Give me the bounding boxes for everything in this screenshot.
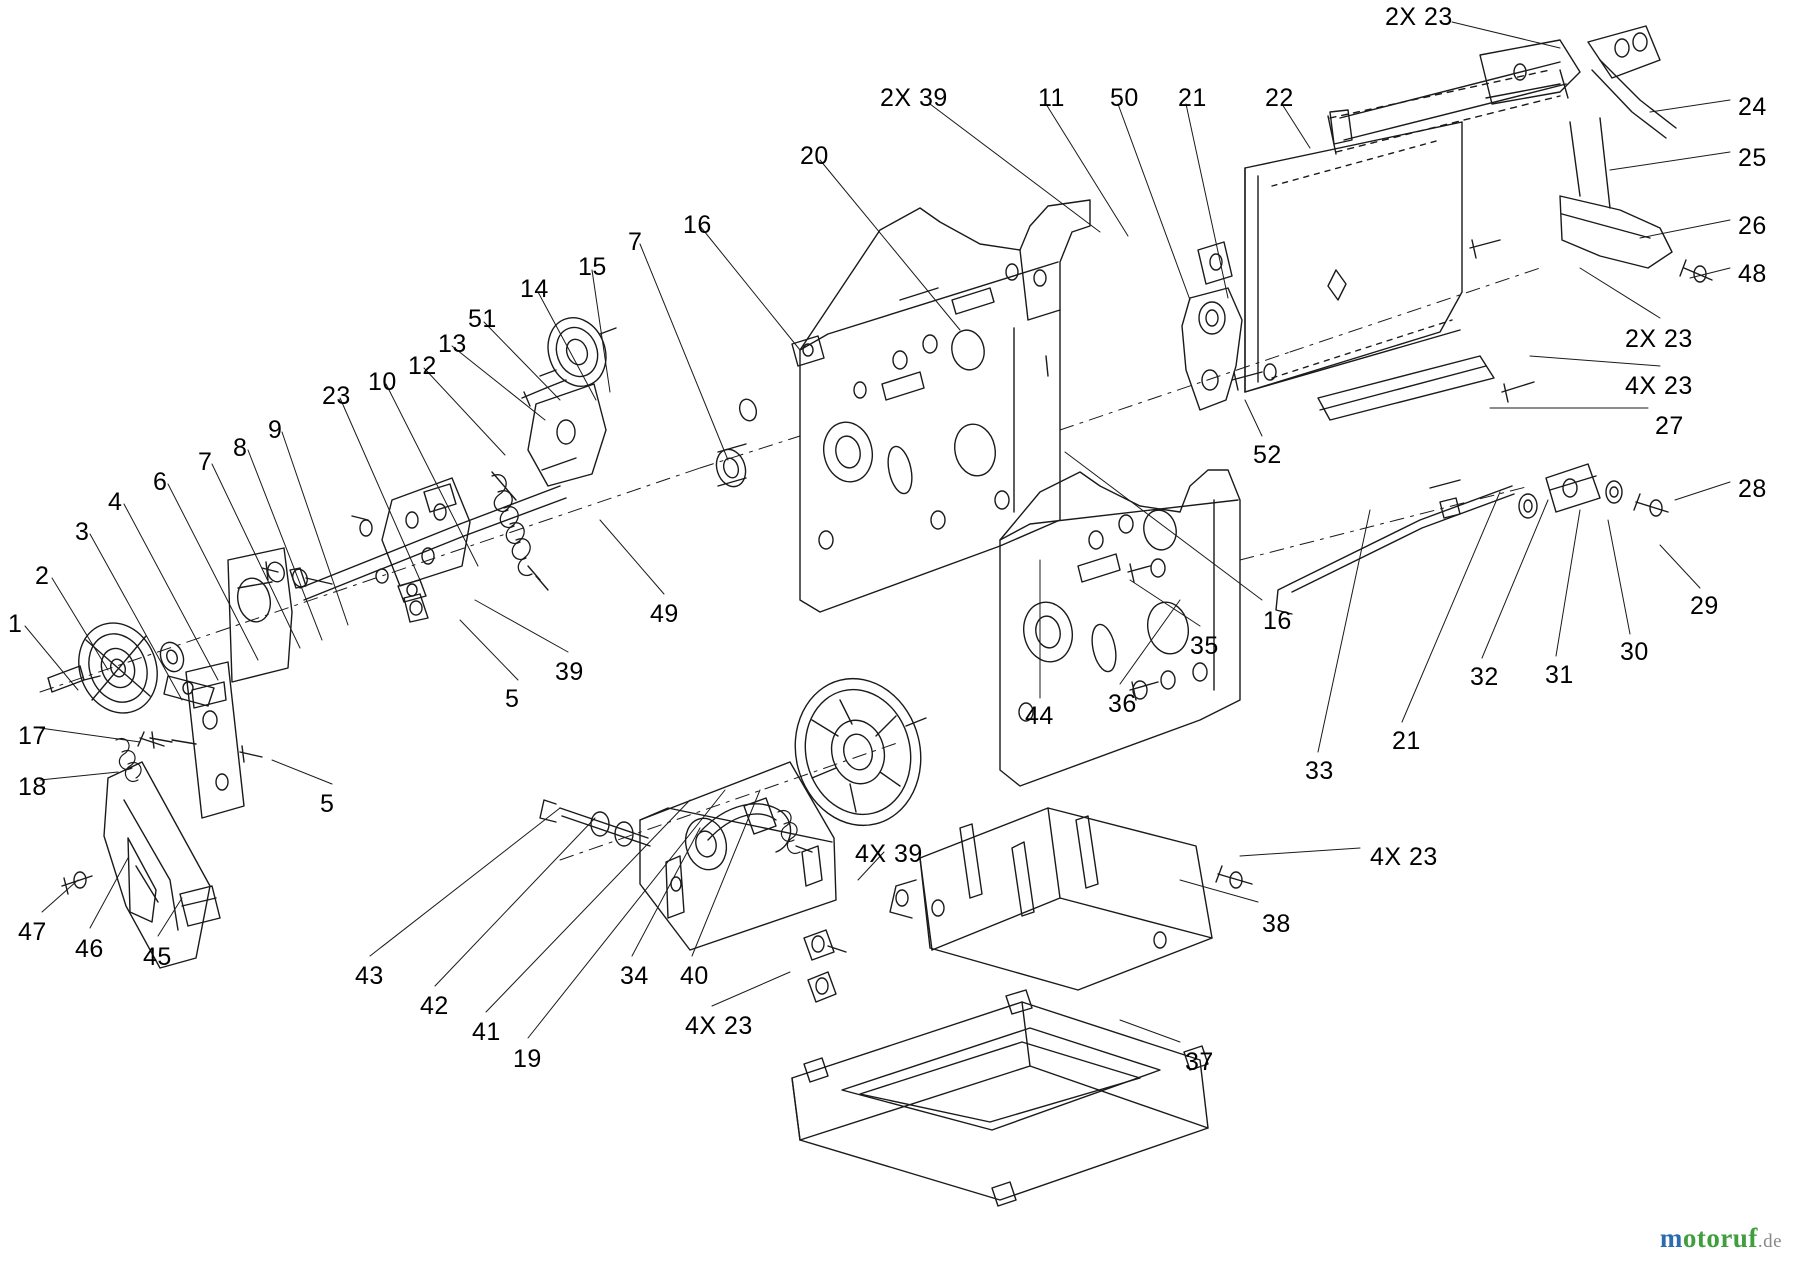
callout-44: 44 [1025, 702, 1054, 730]
callout-27: 27 [1655, 412, 1684, 440]
callout-32: 32 [1470, 663, 1499, 691]
callout-46: 46 [75, 935, 104, 963]
callout-13: 13 [438, 330, 467, 358]
callout-7-upper: 7 [628, 228, 643, 256]
callout-7-lower: 7 [198, 448, 213, 476]
callout-45: 45 [143, 943, 172, 971]
callout-22: 22 [1265, 84, 1294, 112]
callout-18: 18 [18, 773, 47, 801]
callout-49: 49 [650, 600, 679, 628]
callout-21-lower: 21 [1392, 727, 1421, 755]
callout-34: 34 [620, 962, 649, 990]
callout-43: 43 [355, 962, 384, 990]
callout-2x23-top: 2X 23 [1385, 3, 1453, 31]
callout-47: 47 [18, 918, 47, 946]
callout-5-lower: 5 [320, 790, 335, 818]
callout-3: 3 [75, 518, 90, 546]
callout-4x23-right: 4X 23 [1625, 372, 1693, 400]
callout-2x39: 2X 39 [880, 84, 948, 112]
callout-39-left: 39 [555, 658, 584, 686]
callout-42: 42 [420, 992, 449, 1020]
callout-19: 19 [513, 1045, 542, 1073]
callout-23-left: 23 [322, 382, 351, 410]
watermark-suffix: .de [1757, 1231, 1782, 1252]
callout-30: 30 [1620, 638, 1649, 666]
callout-4: 4 [108, 488, 123, 516]
watermark [1660, 1223, 1782, 1254]
callout-16-right: 16 [1263, 607, 1292, 635]
callout-33: 33 [1305, 757, 1334, 785]
callout-2x23-right: 2X 23 [1625, 325, 1693, 353]
watermark-part1: m [1659, 1223, 1683, 1253]
callout-24: 24 [1738, 93, 1767, 121]
callout-29: 29 [1690, 592, 1719, 620]
callout-4x23-bottom: 4X 23 [685, 1012, 753, 1040]
callout-28: 28 [1738, 475, 1767, 503]
callout-35: 35 [1190, 632, 1219, 660]
callout-8: 8 [233, 434, 248, 462]
callout-12: 12 [408, 352, 437, 380]
callout-21-top: 21 [1178, 84, 1207, 112]
callout-4x39: 4X 39 [855, 840, 923, 868]
callout-6: 6 [153, 468, 168, 496]
callout-16-left: 16 [683, 211, 712, 239]
callout-1: 1 [8, 610, 23, 638]
callout-11: 11 [1038, 84, 1065, 112]
callout-41: 41 [472, 1018, 501, 1046]
watermark-part2: otoruf [1682, 1223, 1758, 1253]
callout-38: 38 [1262, 910, 1291, 938]
callout-36: 36 [1108, 690, 1137, 718]
callout-15: 15 [578, 253, 607, 281]
callout-40: 40 [680, 962, 709, 990]
callout-14: 14 [520, 275, 549, 303]
callout-52: 52 [1253, 441, 1282, 469]
callout-17: 17 [18, 722, 47, 750]
callout-9: 9 [268, 416, 283, 444]
callout-10: 10 [368, 368, 397, 396]
callout-25: 25 [1738, 144, 1767, 172]
callout-5-upper: 5 [505, 685, 520, 713]
callout-48: 48 [1738, 260, 1767, 288]
callout-2: 2 [35, 562, 50, 590]
callout-31: 31 [1545, 661, 1574, 689]
callout-26: 26 [1738, 212, 1767, 240]
callout-37: 37 [1185, 1048, 1214, 1076]
callout-50: 50 [1110, 84, 1139, 112]
callout-4x23-mid: 4X 23 [1370, 843, 1438, 871]
callout-20: 20 [800, 142, 829, 170]
callout-51: 51 [468, 305, 497, 333]
